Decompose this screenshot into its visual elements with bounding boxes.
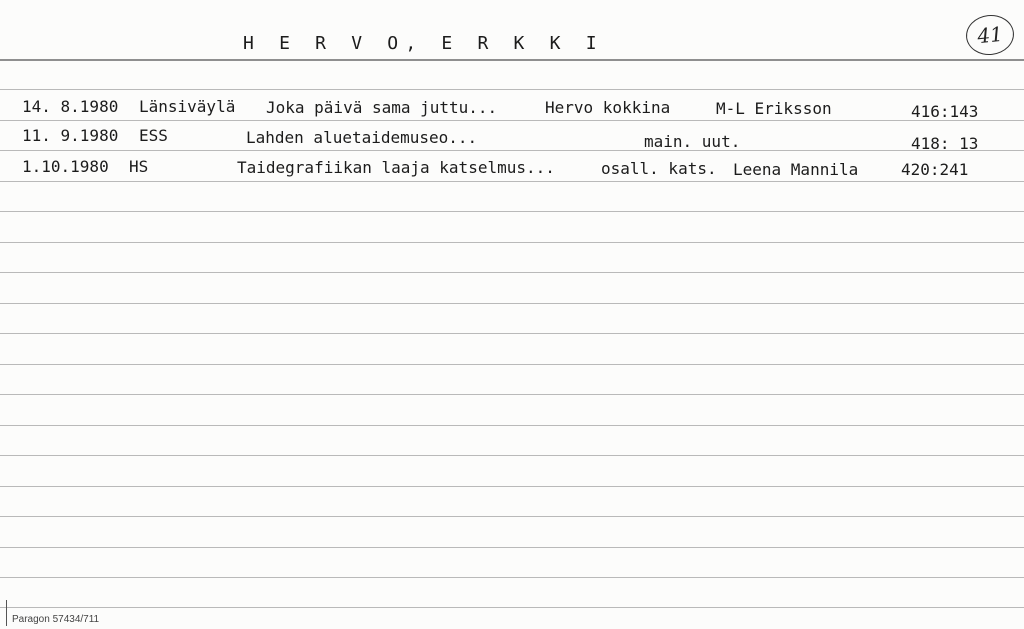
entry-reference: 416:143	[911, 102, 979, 121]
entry-date: 11. 9.1980	[22, 126, 119, 145]
entry-date: 14. 8.1980	[22, 97, 119, 116]
ruled-line	[0, 303, 1024, 304]
entry-reference: 420:241	[901, 160, 969, 179]
entry-source: ESS	[139, 126, 168, 145]
handwritten-card-number: 41	[964, 13, 1016, 58]
ruled-line	[0, 150, 1024, 151]
header-rule	[0, 59, 1024, 61]
entry-source: Länsiväylä	[139, 97, 236, 116]
entry-title: Lahden aluetaidemuseo...	[246, 128, 478, 147]
ruled-line	[0, 242, 1024, 243]
ruled-line	[0, 364, 1024, 365]
ruled-line	[0, 547, 1024, 548]
ruled-line	[0, 455, 1024, 456]
ruled-line	[0, 607, 1024, 608]
ruled-line	[0, 394, 1024, 395]
entry-reference: 418: 13	[911, 134, 979, 153]
entry-author: main. uut.	[644, 132, 741, 151]
entry-source: HS	[129, 157, 149, 176]
card-name-heading: H E R V O, E R K K I	[243, 33, 604, 54]
ruled-line	[0, 211, 1024, 212]
footer-margin-mark	[6, 600, 7, 626]
entry-description: osall. kats.	[601, 159, 717, 178]
entry-author: Leena Mannila	[733, 160, 859, 179]
ruled-line	[0, 120, 1024, 121]
entry-title: Taidegrafiikan laaja katselmus...	[237, 158, 555, 177]
ruled-line	[0, 516, 1024, 517]
ruled-line	[0, 486, 1024, 487]
ruled-line	[0, 272, 1024, 273]
ruled-line	[0, 577, 1024, 578]
ruled-line	[0, 425, 1024, 426]
ruled-line	[0, 333, 1024, 334]
printer-imprint: Paragon 57434/711	[12, 614, 100, 625]
ruled-line	[0, 181, 1024, 182]
entry-author: M-L Eriksson	[716, 99, 832, 118]
entry-title: Joka päivä sama juttu...	[266, 98, 498, 117]
entry-date: 1.10.1980	[22, 157, 109, 176]
ruled-line	[0, 89, 1024, 90]
entry-description: Hervo kokkina	[545, 98, 671, 117]
